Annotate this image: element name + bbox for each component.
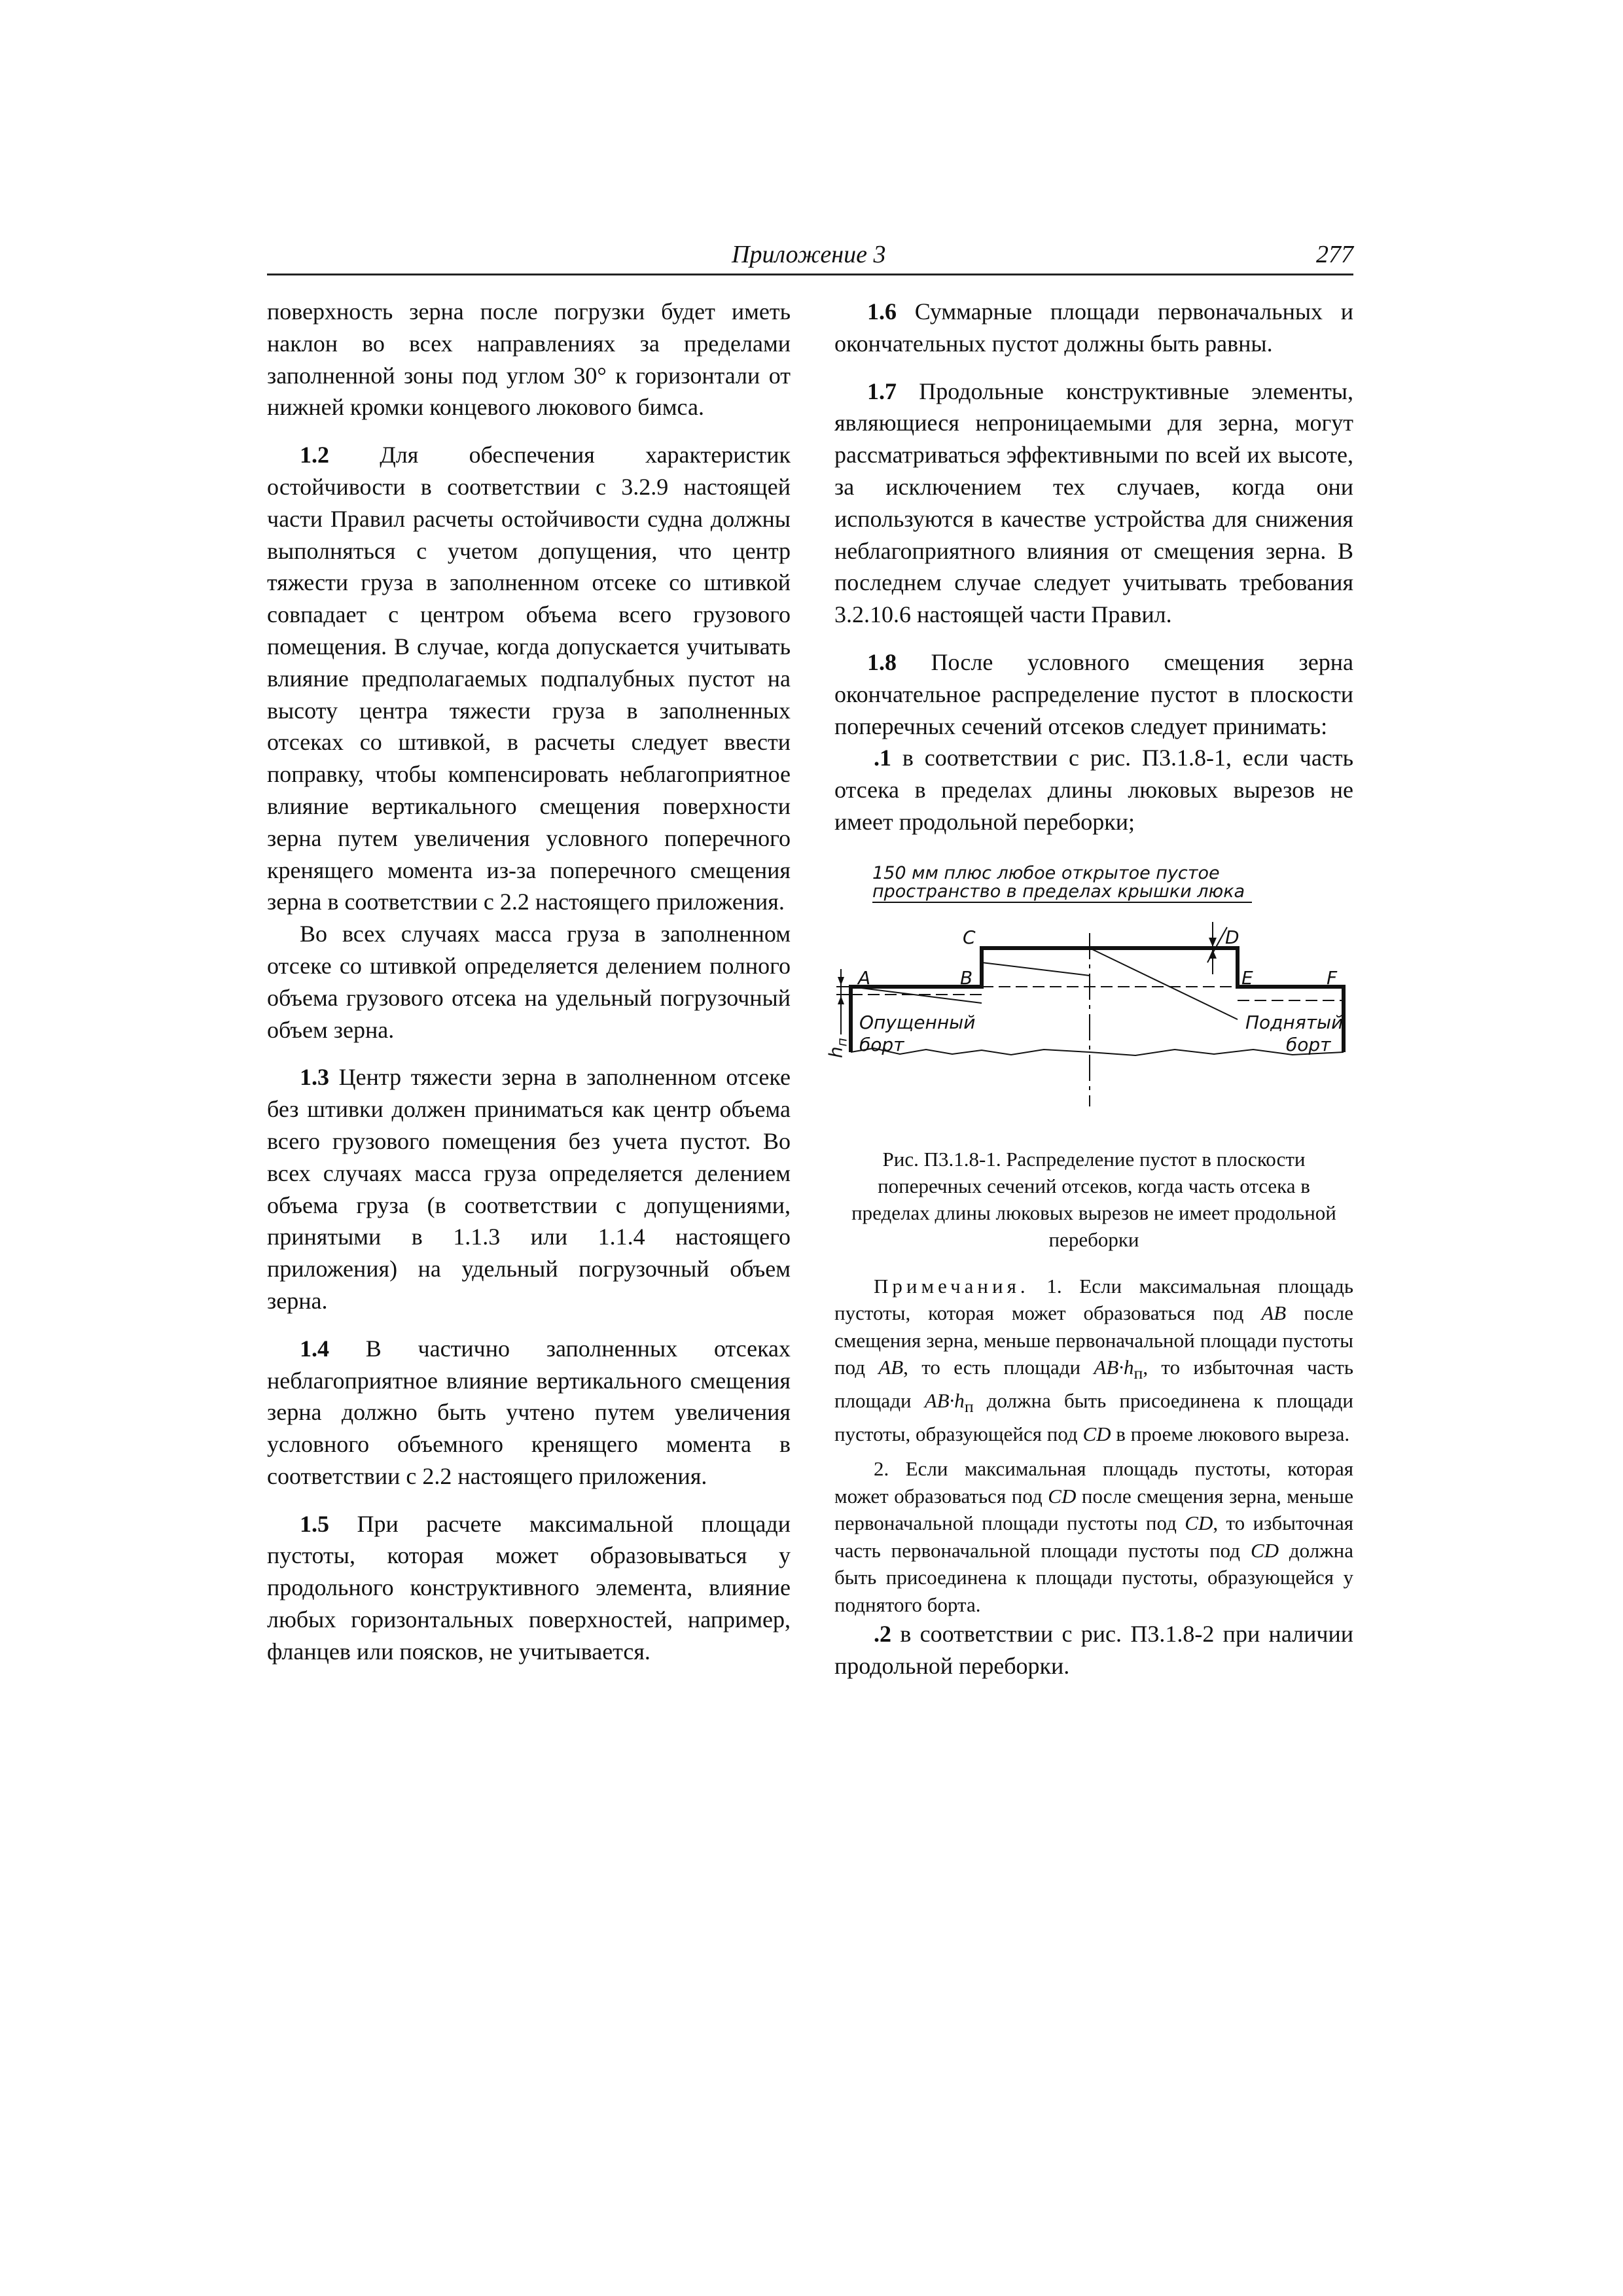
clause-text: После условного смещения зерна окончательное распределение пустот в плоскости поперечных сечений отсеков следует принимать: xyxy=(834,648,1353,739)
label-h-n xyxy=(821,1038,858,1058)
note-symbol: AB·h xyxy=(924,1388,965,1412)
paragraph-1-2 xyxy=(267,439,791,918)
label-raised-side-2: борт xyxy=(1286,1033,1331,1055)
note-text: 2. Если максимальная площадь пустоты, которая может образоваться под xyxy=(834,1457,1353,1508)
clause-number: 1.8 xyxy=(867,648,897,675)
note-text: , то есть площади xyxy=(903,1356,1094,1379)
note-symbol: CD xyxy=(1250,1538,1279,1562)
label-C: C xyxy=(963,926,976,948)
label-h-sub: п xyxy=(834,1038,850,1047)
note-symbol: CD xyxy=(1082,1422,1111,1445)
note-symbol: CD xyxy=(1185,1511,1213,1535)
note-2 xyxy=(834,1455,1353,1618)
paragraph-1-8-2 xyxy=(834,1618,1353,1682)
page-number: 277 xyxy=(1316,241,1353,268)
paragraph-1-8-1 xyxy=(834,742,1353,838)
label-F: F xyxy=(1327,966,1338,989)
label-h: h xyxy=(825,1046,847,1058)
left-column xyxy=(267,296,791,1668)
clause-text: При расчете максимальной площади пустоты, которая может образовываться у продольного конструктивного элемента, влияние любых горизонтальных поверхностей, например, фланцев или поясков, не учитывается. xyxy=(267,1510,791,1665)
clause-text: Суммарные площади первоначальных и окончательных пустот должны быть равны. xyxy=(834,298,1353,357)
label-raised-side-1: Поднятый xyxy=(1245,1011,1344,1033)
clause-text: В частично заполненных отсеках неблагоприятное влияние вертикального смещения зерна должно быть учтено путем увеличения условного объемного кренящего момента в соответствии с 2.2 настоящего приложения. xyxy=(267,1335,791,1489)
label-A: A xyxy=(858,966,871,989)
clause-number: 1.6 xyxy=(867,298,897,325)
label-lowered-side-1: Опущенный xyxy=(859,1011,976,1033)
clause-number: 1.5 xyxy=(300,1510,329,1537)
running-header xyxy=(267,240,1353,273)
figure-note-line-1: 150 мм плюс любое открытое пустое xyxy=(872,862,1220,883)
note-text: после смещения зерна, меньше первоначальной площади пустоты под xyxy=(834,1484,1353,1535)
label-E: E xyxy=(1241,966,1253,989)
clause-number: 1.7 xyxy=(867,378,897,404)
clause-text: Продольные конструктивные элементы, являющиеся непроницаемыми для зерна, могут рассматриваться эффективными по всей их высоте, за исключением тех случаев, когда они используются в качестве устройства для снижения неблагоприятного влияния от смещения зерна. В последнем случае следует учитывать требования 3.2.10.6 настоящей части Правил. xyxy=(834,378,1353,628)
right-column xyxy=(825,296,1353,1682)
note-text: в проеме люкового выреза. xyxy=(1111,1422,1350,1445)
clause-number: .2 xyxy=(874,1621,891,1648)
note-symbol: AB·h xyxy=(1094,1356,1134,1379)
note-text: после смещения зерна, меньше первоначальной площади пустоты под xyxy=(834,1301,1353,1379)
note-symbol: AB xyxy=(1261,1301,1287,1325)
paragraph-mass: Во всех случаях масса груза в заполненном отсеке со штивкой определяется делением полного объема грузового отсека на удельный погрузочный объем зерна. xyxy=(267,921,791,1043)
clause-number: 1.2 xyxy=(300,442,329,468)
note-text: должна быть присоединена к площади пустоты, образующейся у поднятого борта. xyxy=(834,1538,1353,1616)
figure-notes xyxy=(834,1273,1353,1618)
clause-number: 1.4 xyxy=(300,1335,329,1362)
paragraph-1-5 xyxy=(267,1508,791,1668)
note-subscript: п xyxy=(1133,1364,1143,1383)
paragraph-continuation: поверхность зерна после погрузки будет иметь наклон во всех направлениях за пределами заполненной зоны под углом 30° к горизонтали от нижней кромки концевого люкового бимса. xyxy=(267,298,791,421)
note-text: , то избыточная часть площади xyxy=(834,1356,1353,1412)
label-B: B xyxy=(960,966,973,989)
note-text: должна быть присоединена к площади пустоты, образующейся под xyxy=(834,1388,1353,1445)
note-symbol: AB xyxy=(878,1356,904,1379)
figure-drawing xyxy=(834,864,1353,1118)
clause-text: Для обеспечения характеристик остойчивости в соответствии с 3.2.9 настоящей части Правил расчеты остойчивости судна должны выполняться с учетом допущения, что центр тяжести груза в заполненном отсеке со штивкой совпадает с центром объема всего грузового помещения. В случае, когда допускается учитывать влияние предполагаемых подпалубных пустот на высоту центра тяжести груза в заполненных отсеках со штивкой, в расчеты следует ввести поправку, чтобы компенсировать неблагоприятное влияние вертикального смещения поверхности зерна путем увеличения условного поперечного кренящего момента из-за поперечного смещения зерна в соответствии с 2.2 настоящего приложения. xyxy=(267,442,791,915)
note-subscript: п xyxy=(964,1397,974,1417)
label-lowered-side-2: борт xyxy=(859,1033,904,1055)
clause-text: в соответствии с рис. П3.1.8-1, если часть отсека в пределах длины люковых вырезов не имеет продольной переборки; xyxy=(834,745,1353,835)
figure-void-distribution xyxy=(825,862,1353,1118)
paragraph-1-3 xyxy=(267,1061,791,1316)
note-text: 1. Если максимальная площадь пустоты, которая может образоваться под xyxy=(834,1274,1353,1325)
label-D: D xyxy=(1225,926,1240,948)
notes-label: Примечания. xyxy=(874,1274,1029,1298)
paragraph-1-6 xyxy=(834,296,1353,360)
clause-text: в соответствии с рис. П3.1.8-2 при наличии продольной переборки. xyxy=(834,1621,1353,1679)
running-title: Приложение 3 xyxy=(732,241,886,268)
figure-note-line-2: пространство в пределах крышки люка xyxy=(872,881,1245,902)
clause-number: .1 xyxy=(874,745,891,771)
clause-number: 1.3 xyxy=(300,1064,329,1091)
paragraph-1-4 xyxy=(267,1333,791,1492)
header-rule xyxy=(267,274,1353,275)
note-1 xyxy=(834,1273,1353,1447)
note-symbol: CD xyxy=(1048,1484,1077,1508)
note-text: , то избыточная часть первоначальной площади пустоты под xyxy=(834,1511,1353,1562)
figure-caption: Рис. П3.1.8-1. Распределение пустот в плоскости поперечных сечений отсеков, когда часть отсека в пределах длины люковых вырезов не имеет продольной переборки xyxy=(851,1147,1336,1251)
paragraph-1-7 xyxy=(834,376,1353,631)
clause-text: Центр тяжести зерна в заполненном отсеке без штивки должен приниматься как центр объема всего грузового помещения без учета пустот. Во всех случаях масса груза определяется делением объема груза (в соответствии с допущениями, принятыми в 1.1.3 или 1.1.4 настоящего приложения) на удельный погрузочный объем зерна. xyxy=(267,1064,791,1314)
paragraph-1-8 xyxy=(834,646,1353,742)
